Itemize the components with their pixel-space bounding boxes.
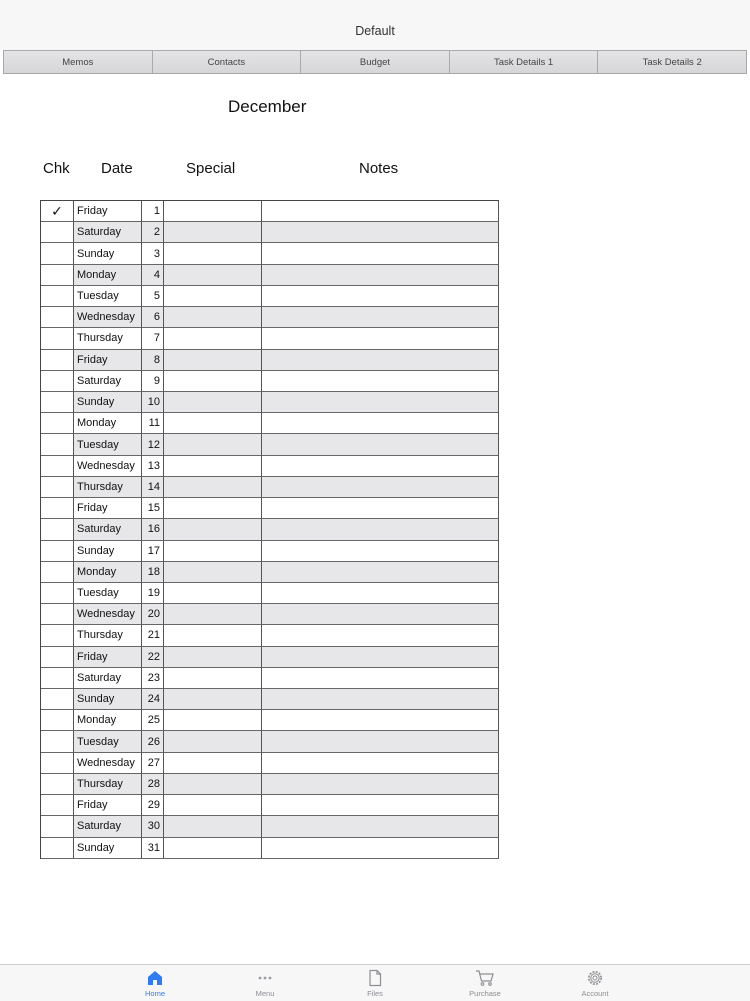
notes-cell[interactable]: [262, 668, 499, 689]
check-cell[interactable]: [41, 413, 74, 434]
special-cell[interactable]: [164, 328, 262, 349]
special-cell[interactable]: [164, 562, 262, 583]
day-name-cell: Sunday: [74, 243, 142, 264]
table-row: [41, 434, 499, 455]
column-header-notes: Notes: [359, 160, 399, 177]
day-name-cell: Monday: [74, 562, 142, 583]
table-row: [41, 456, 499, 477]
day-number-cell: 22: [142, 647, 164, 668]
bottom-tab-bar: [0, 964, 750, 1001]
notes-cell[interactable]: [262, 434, 499, 455]
cart-icon: [455, 968, 515, 988]
table-row: [41, 519, 499, 540]
notes-cell[interactable]: [262, 243, 499, 264]
day-name-cell: Wednesday: [74, 753, 142, 774]
month-title: December: [228, 97, 307, 116]
check-cell[interactable]: [41, 498, 74, 519]
nav-menu-label: Menu: [255, 989, 275, 998]
check-cell[interactable]: [41, 710, 74, 731]
day-number-cell: 10: [142, 392, 164, 413]
special-cell[interactable]: [164, 541, 262, 562]
notes-cell[interactable]: [262, 795, 499, 816]
table-row: [41, 625, 499, 646]
special-cell[interactable]: [164, 371, 262, 392]
day-name-cell: Monday: [74, 413, 142, 434]
table-row: [41, 668, 499, 689]
special-cell[interactable]: [164, 668, 262, 689]
special-cell[interactable]: [164, 413, 262, 434]
nav-account[interactable]: [565, 968, 625, 998]
special-cell[interactable]: [164, 456, 262, 477]
day-name-cell: Saturday: [74, 816, 142, 837]
notes-cell[interactable]: [262, 413, 499, 434]
table-row: [41, 604, 499, 625]
day-number-cell: 29: [142, 795, 164, 816]
special-cell[interactable]: [164, 201, 262, 222]
check-cell[interactable]: [41, 519, 74, 540]
special-cell[interactable]: [164, 243, 262, 264]
check-cell[interactable]: [41, 434, 74, 455]
top-bar: [0, 0, 750, 50]
special-cell[interactable]: [164, 753, 262, 774]
notes-cell[interactable]: [262, 774, 499, 795]
table-row: [41, 201, 499, 222]
special-cell[interactable]: [164, 816, 262, 837]
nav-menu[interactable]: [235, 968, 295, 998]
day-name-cell: Wednesday: [74, 307, 142, 328]
check-cell[interactable]: [41, 625, 74, 646]
day-name-cell: Sunday: [74, 541, 142, 562]
notes-cell[interactable]: [262, 689, 499, 710]
day-name-cell: Wednesday: [74, 456, 142, 477]
day-name-cell: Sunday: [74, 392, 142, 413]
day-number-cell: 3: [142, 243, 164, 264]
table-row: [41, 371, 499, 392]
table-row: [41, 710, 499, 731]
nav-purchase-label: Purchase: [469, 989, 501, 998]
notes-cell[interactable]: [262, 477, 499, 498]
table-row: [41, 562, 499, 583]
day-number-cell: 1: [142, 201, 164, 222]
day-number-cell: 28: [142, 774, 164, 795]
notes-cell[interactable]: [262, 456, 499, 477]
day-number-cell: 21: [142, 625, 164, 646]
check-cell[interactable]: [41, 392, 74, 413]
special-cell[interactable]: [164, 286, 262, 307]
check-cell[interactable]: [41, 243, 74, 264]
table-row: [41, 413, 499, 434]
table-row: [41, 350, 499, 371]
table-row: [41, 243, 499, 264]
day-number-cell: 11: [142, 413, 164, 434]
table-row: [41, 392, 499, 413]
table-row: [41, 838, 499, 859]
check-cell[interactable]: [41, 286, 74, 307]
special-cell[interactable]: [164, 434, 262, 455]
day-name-cell: Tuesday: [74, 434, 142, 455]
day-name-cell: Tuesday: [74, 286, 142, 307]
day-name-cell: Friday: [74, 201, 142, 222]
check-cell[interactable]: [41, 307, 74, 328]
day-name-cell: Monday: [74, 265, 142, 286]
day-number-cell: 20: [142, 604, 164, 625]
table-row: [41, 774, 499, 795]
table-row: [41, 583, 499, 604]
day-number-cell: 9: [142, 371, 164, 392]
special-cell[interactable]: [164, 392, 262, 413]
day-number-cell: 17: [142, 541, 164, 562]
table-row: [41, 328, 499, 349]
day-number-cell: 14: [142, 477, 164, 498]
nav-purchase[interactable]: [455, 968, 515, 998]
table-row: [41, 731, 499, 752]
check-cell[interactable]: [41, 583, 74, 604]
notes-cell[interactable]: [262, 731, 499, 752]
special-cell[interactable]: [164, 583, 262, 604]
notes-cell[interactable]: [262, 371, 499, 392]
check-cell[interactable]: [41, 371, 74, 392]
check-cell[interactable]: [41, 689, 74, 710]
check-cell[interactable]: [41, 265, 74, 286]
notes-cell[interactable]: [262, 838, 499, 859]
day-number-cell: 15: [142, 498, 164, 519]
day-number-cell: 25: [142, 710, 164, 731]
notes-cell[interactable]: [262, 583, 499, 604]
notes-cell[interactable]: [262, 201, 499, 222]
day-name-cell: Friday: [74, 795, 142, 816]
notes-cell[interactable]: [262, 328, 499, 349]
notes-cell[interactable]: [262, 350, 499, 371]
table-row: [41, 286, 499, 307]
more-icon: [235, 968, 295, 988]
day-number-cell: 8: [142, 350, 164, 371]
special-cell[interactable]: [164, 838, 262, 859]
special-cell[interactable]: [164, 795, 262, 816]
tab-task-details-1[interactable]: Task Details 1: [450, 51, 599, 73]
nav-home-label: Home: [144, 989, 165, 998]
notes-cell[interactable]: [262, 392, 499, 413]
notes-cell[interactable]: [262, 816, 499, 837]
document-title: Default: [355, 24, 395, 38]
column-header-date: Date: [101, 160, 133, 177]
special-cell[interactable]: [164, 625, 262, 646]
special-cell[interactable]: [164, 710, 262, 731]
table-row: [41, 307, 499, 328]
day-number-cell: 31: [142, 838, 164, 859]
day-number-cell: 19: [142, 583, 164, 604]
tab-task-details-2[interactable]: Task Details 2: [598, 51, 746, 73]
day-name-cell: Friday: [74, 647, 142, 668]
home-icon: [125, 968, 185, 988]
day-name-cell: Saturday: [74, 668, 142, 689]
day-number-cell: 4: [142, 265, 164, 286]
special-cell[interactable]: [164, 689, 262, 710]
table-row: [41, 816, 499, 837]
day-name-cell: Thursday: [74, 774, 142, 795]
table-row: [41, 498, 499, 519]
check-cell[interactable]: [41, 774, 74, 795]
special-cell[interactable]: [164, 647, 262, 668]
special-cell[interactable]: [164, 604, 262, 625]
day-name-cell: Sunday: [74, 689, 142, 710]
day-name-cell: Sunday: [74, 838, 142, 859]
notes-cell[interactable]: [262, 625, 499, 646]
day-number-cell: 27: [142, 753, 164, 774]
notes-cell[interactable]: [262, 541, 499, 562]
day-number-cell: 13: [142, 456, 164, 477]
check-cell[interactable]: [41, 731, 74, 752]
check-cell[interactable]: [41, 456, 74, 477]
notes-cell[interactable]: [262, 519, 499, 540]
day-name-cell: Thursday: [74, 625, 142, 646]
special-cell[interactable]: [164, 350, 262, 371]
special-cell[interactable]: [164, 519, 262, 540]
notes-cell[interactable]: [262, 710, 499, 731]
check-cell[interactable]: ✓: [41, 201, 74, 222]
day-name-cell: Wednesday: [74, 604, 142, 625]
table-row: [41, 647, 499, 668]
day-number-cell: 5: [142, 286, 164, 307]
check-cell[interactable]: [41, 647, 74, 668]
day-name-cell: Tuesday: [74, 583, 142, 604]
notes-cell[interactable]: [262, 753, 499, 774]
day-name-cell: Tuesday: [74, 731, 142, 752]
check-cell[interactable]: [41, 668, 74, 689]
check-cell[interactable]: [41, 541, 74, 562]
notes-cell[interactable]: [262, 222, 499, 243]
notes-cell[interactable]: [262, 307, 499, 328]
tab-contacts[interactable]: Contacts: [153, 51, 302, 73]
check-cell[interactable]: [41, 816, 74, 837]
nav-account-label: Account: [581, 989, 609, 998]
tab-bar: [3, 50, 747, 74]
day-name-cell: Saturday: [74, 222, 142, 243]
day-number-cell: 12: [142, 434, 164, 455]
table-row: [41, 541, 499, 562]
tab-budget[interactable]: Budget: [301, 51, 450, 73]
table-row: [41, 477, 499, 498]
notes-cell[interactable]: [262, 604, 499, 625]
gear-icon: [565, 968, 625, 988]
day-number-cell: 2: [142, 222, 164, 243]
nav-home[interactable]: [125, 968, 185, 998]
day-number-cell: 24: [142, 689, 164, 710]
table-row: [41, 795, 499, 816]
day-number-cell: 23: [142, 668, 164, 689]
special-cell[interactable]: [164, 222, 262, 243]
day-number-cell: 6: [142, 307, 164, 328]
file-icon: [345, 968, 405, 988]
day-number-cell: 26: [142, 731, 164, 752]
nav-files[interactable]: [345, 968, 405, 998]
check-cell[interactable]: [41, 328, 74, 349]
special-cell[interactable]: [164, 731, 262, 752]
day-name-cell: Monday: [74, 710, 142, 731]
special-cell[interactable]: [164, 498, 262, 519]
special-cell[interactable]: [164, 477, 262, 498]
notes-cell[interactable]: [262, 647, 499, 668]
day-name-cell: Thursday: [74, 477, 142, 498]
day-name-cell: Saturday: [74, 371, 142, 392]
day-number-cell: 16: [142, 519, 164, 540]
notes-cell[interactable]: [262, 498, 499, 519]
day-name-cell: Friday: [74, 350, 142, 371]
check-cell[interactable]: [41, 795, 74, 816]
day-number-cell: 30: [142, 816, 164, 837]
check-cell[interactable]: [41, 753, 74, 774]
day-number-cell: 7: [142, 328, 164, 349]
table-row: [41, 265, 499, 286]
table-row: [41, 753, 499, 774]
check-cell[interactable]: [41, 222, 74, 243]
special-cell[interactable]: [164, 307, 262, 328]
check-cell[interactable]: [41, 477, 74, 498]
special-cell[interactable]: [164, 774, 262, 795]
notes-cell[interactable]: [262, 562, 499, 583]
check-cell[interactable]: [41, 350, 74, 371]
notes-cell[interactable]: [262, 265, 499, 286]
check-cell[interactable]: [41, 838, 74, 859]
day-number-cell: 18: [142, 562, 164, 583]
tab-memos[interactable]: Memos: [4, 51, 153, 73]
table-row: [41, 222, 499, 243]
notes-cell[interactable]: [262, 286, 499, 307]
special-cell[interactable]: [164, 265, 262, 286]
calendar-grid: [40, 200, 499, 859]
column-header-chk: Chk: [43, 160, 70, 177]
day-name-cell: Thursday: [74, 328, 142, 349]
day-name-cell: Friday: [74, 498, 142, 519]
check-cell[interactable]: [41, 604, 74, 625]
check-cell[interactable]: [41, 562, 74, 583]
day-name-cell: Saturday: [74, 519, 142, 540]
table-row: [41, 689, 499, 710]
column-header-special: Special: [186, 160, 236, 177]
nav-files-label: Files: [367, 989, 383, 998]
